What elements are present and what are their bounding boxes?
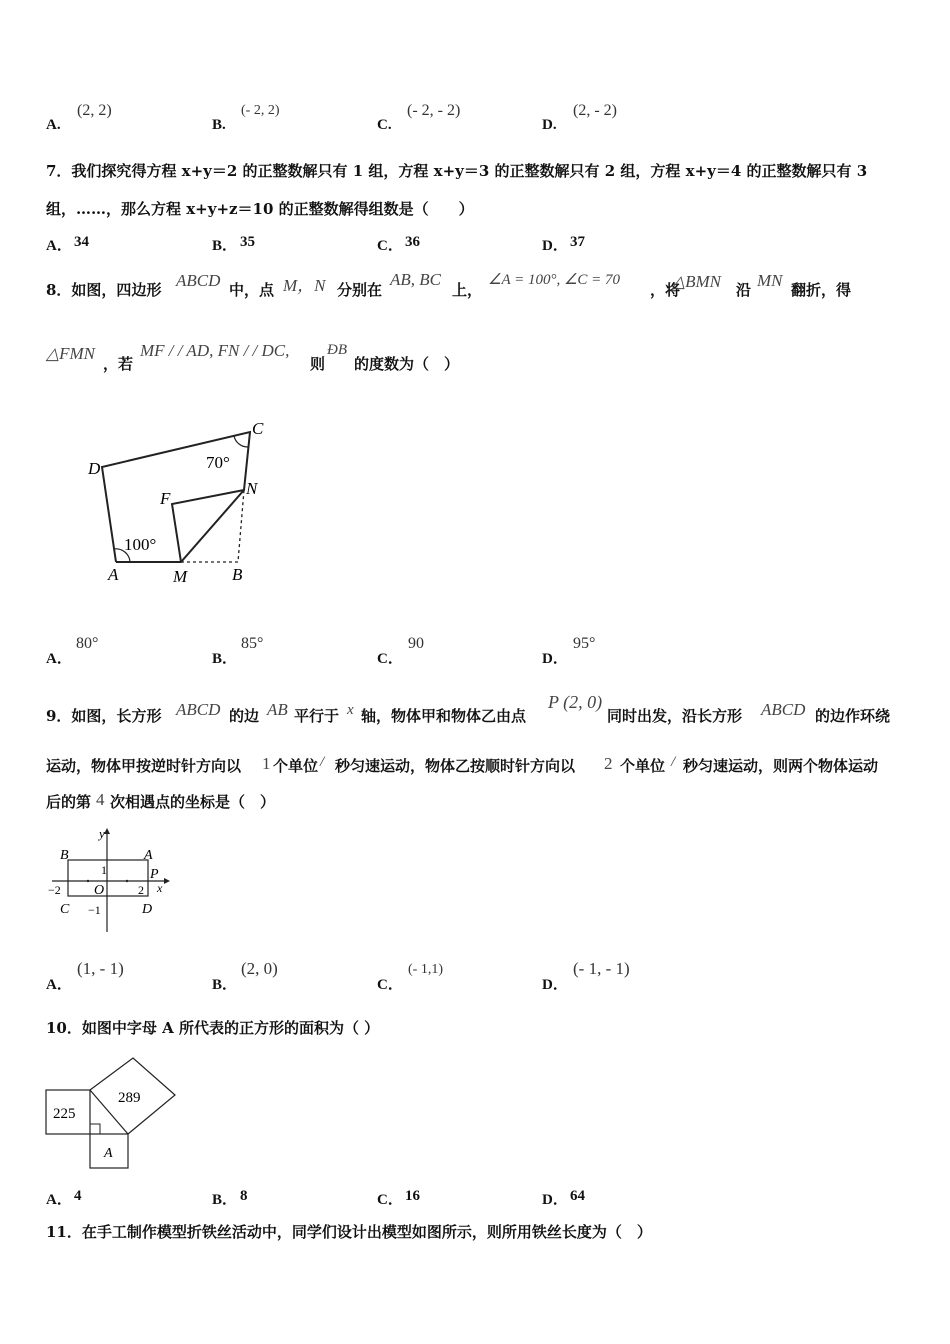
q10-label-225: 225 [53,1106,76,1122]
q9-tick-2: 2 [138,883,144,897]
q9-label-a: A [144,848,153,863]
q8-text-4: 上， [452,281,483,299]
q8-text-6: 沿 [736,281,752,299]
q9-tick-neg-2: −2 [48,883,61,897]
q6-option-b-value: (- 2, 2) [241,103,280,118]
q8-math-mn: M，N [283,276,326,295]
q8-label-b: B [232,565,243,584]
q8-math-angles: ∠A = 100°, ∠C = 70 [488,272,621,288]
q7-option-b-value: 35 [240,234,255,250]
q9-line2-e: 秒匀速运动，则两个物体运动 [683,757,879,775]
q10-option-c-value: 16 [405,1188,420,1204]
q8-option-d-letter: D． [542,651,568,667]
q7-option-a-value: 34 [74,234,89,250]
q8-text-5: ，将 [650,281,681,299]
q9-math-abcd-2: ABCD [761,700,806,719]
q8-math-mn-fold: MN [757,271,783,290]
q9-axis-y: y [99,826,105,841]
q9-text-5: 同时出发，沿长方形 [607,707,743,725]
q11-text: 11．在手工制作模型折铁丝活动中，同学们设计出模型如图所示，则所用铁丝长度为（ ） [46,1223,652,1241]
q9-line3-a: 后的第 [46,793,92,811]
q8-math-ab-bc: AB, BC [390,270,441,289]
q9-label-c: C [60,902,70,917]
q8-label-f: F [160,489,171,508]
q7-option-a-letter: A． [46,238,72,254]
q9-math-point-p: P (2, 0) [548,692,603,712]
q10-option-b-letter: B． [212,1192,238,1208]
q9-coordinate-figure [44,824,174,939]
q10-label-a: A [104,1146,113,1161]
q10-option-a-letter: A． [46,1192,72,1208]
q6-option-b-letter: B. [212,117,226,133]
q9-option-a-letter: A． [46,977,72,993]
q8-math-parallel: MF / / AD, FN / / DC, [140,341,290,360]
q8-label-c: C [252,419,264,438]
q10-option-d-value: 64 [570,1188,585,1204]
q10-label-289: 289 [118,1090,141,1106]
q9-label-d: D [142,902,153,917]
q10-option-b-value: 8 [240,1188,248,1204]
q9-math-abcd: ABCD [176,700,221,719]
q9-math-ab: AB [267,700,288,719]
q9-option-b-letter: B． [212,977,238,993]
q10-squares-figure [44,1052,184,1174]
q8-angle-a-label: 100° [124,535,157,554]
q8-text-7: 翻折，得 [791,281,852,299]
q7-option-d-value: 37 [570,234,585,250]
q9-line2-b: 个单位 [273,757,319,775]
q9-slash-2: / [671,754,676,770]
q7-option-c-letter: C． [377,238,403,254]
q9-text-3: 平行于 [294,707,340,725]
q8-option-a-value: 80° [76,635,99,652]
q8-angle-c-label: 70° [206,453,230,472]
q8-quadrilateral-figure [80,412,280,592]
q9-line2-d: 个单位 [620,757,666,775]
q8-text-1: 8．如图，四边形 [46,281,162,299]
q9-text-6: 的边作环绕 [815,707,891,725]
q8-text-9: 则 [310,355,326,373]
q9-axis-x: x [157,881,163,895]
q8-option-b-value: 85° [241,635,264,652]
q6-option-a-letter: A. [46,117,61,133]
q9-line2-c: 秒匀速运动，物体乙按顺时针方向以 [335,757,576,775]
q9-num-2: 2 [604,754,613,773]
q9-label-b: B [60,848,69,863]
q9-slash-1: / [320,754,325,770]
q6-option-c-letter: C. [377,117,392,133]
q9-text-4: 轴，物体甲和物体乙由点 [361,707,527,725]
q8-math-triangle-fmn: △FMN [46,344,95,363]
q8-label-n: N [246,479,258,498]
q8-label-a: A [108,565,119,584]
q9-num-1: 1 [262,754,271,773]
q9-label-o: O [94,883,105,898]
q6-option-d-letter: D. [542,117,557,133]
q8-option-c-letter: C． [377,651,403,667]
q7-option-b-letter: B． [212,238,238,254]
q8-math-abcd: ABCD [176,271,221,290]
q8-option-d-value: 95° [573,635,596,652]
q8-text-3: 分别在 [337,281,383,299]
q8-option-a-letter: A． [46,651,72,667]
q6-option-d-value: (2, - 2) [573,102,617,119]
q9-option-c-value: (- 1,1) [408,962,443,977]
q6-option-c-value: (- 2, - 2) [407,102,461,119]
q10-option-c-letter: C． [377,1192,403,1208]
q9-option-b-value: (2, 0) [241,959,278,978]
q9-text-2: 的边 [229,707,260,725]
q9-tick-neg-1: −1 [88,903,101,917]
q8-text-10: 的度数为（ ） [354,355,460,373]
q7-option-c-value: 36 [405,234,420,250]
q6-option-a-value: (2, 2) [77,102,112,119]
q8-option-c-value: 90 [408,635,424,652]
q9-text-1: 9．如图，长方形 [46,707,162,725]
q9-num-4: 4 [96,790,105,809]
q9-option-a-value: (1, - 1) [77,959,124,978]
q7-option-d-letter: D． [542,238,568,254]
q10-option-d-letter: D． [542,1192,568,1208]
q8-label-m: M [173,567,188,586]
q8-option-b-letter: B． [212,651,238,667]
q9-option-d-letter: D． [542,977,568,993]
q9-option-c-letter: C． [377,977,403,993]
q8-label-d: D [88,459,101,478]
q9-line3-b: 次相遇点的坐标是（ ） [110,793,276,811]
q8-text-2: 中，点 [229,281,275,299]
q8-math-triangle-bmn: △BMN [672,272,721,291]
q7-line2: 组，……，那么方程 x+y+z＝10 的正整数解得组数是（ ） [46,200,474,218]
q9-line2-a: 运动，物体甲按逆时针方向以 [46,757,242,775]
q10-option-a-value: 4 [74,1188,82,1204]
q9-option-d-value: (- 1, - 1) [573,959,630,978]
q9-math-x: x [347,702,354,718]
q8-math-angle-b: ÐB [327,342,347,358]
q9-label-p: P [150,867,159,882]
q10-text: 10．如图中字母 A 所代表的正方形的面积为（ ） [46,1019,380,1037]
q9-tick-1: 1 [101,863,107,877]
q8-text-8: ，若 [103,355,134,373]
q7-line1: 7．我们探究得方程 x+y＝2 的正整数解只有 1 组，方程 x+y＝3 的正整数解只有 2 组，方程 x+y＝4 的正整数解只有 3 [46,162,868,180]
